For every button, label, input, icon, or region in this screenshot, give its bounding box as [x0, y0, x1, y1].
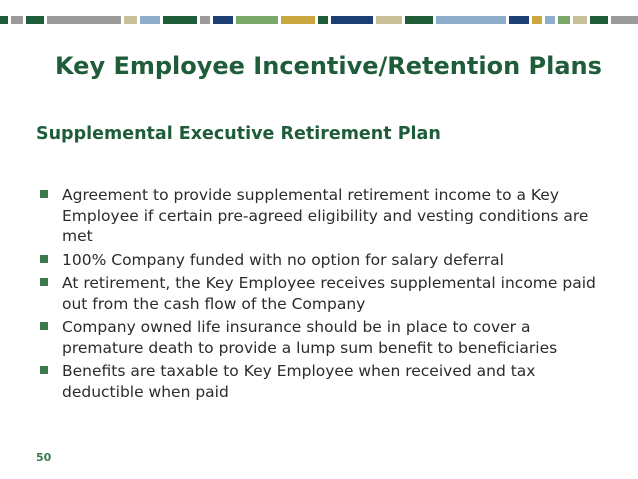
- color-bar-segment: [558, 16, 570, 24]
- page-number: 50: [36, 451, 52, 464]
- color-bar-segment: [376, 16, 402, 24]
- color-bar-segment: [236, 16, 278, 24]
- color-bar-segment: [213, 16, 233, 24]
- square-bullet-icon: [40, 278, 48, 286]
- bullet-text: Benefits are taxable to Key Employee when received and tax deductible when paid: [62, 362, 536, 401]
- slide-title: Key Employee Incentive/Retention Plans: [55, 52, 602, 80]
- square-bullet-icon: [40, 255, 48, 263]
- square-bullet-icon: [40, 190, 48, 198]
- color-bar-segment: [0, 16, 8, 24]
- bullet-item: [40, 250, 610, 271]
- color-bar-segment: [318, 16, 328, 24]
- color-bar-segment: [281, 16, 315, 24]
- bullet-item: [40, 273, 610, 314]
- bullet-item: [40, 317, 610, 358]
- color-bar-segment: [405, 16, 433, 24]
- color-bar-segment: [509, 16, 529, 24]
- color-bar-segment: [573, 16, 587, 24]
- bullet-item: [40, 361, 610, 402]
- color-bar-segment: [545, 16, 555, 24]
- color-bar-segment: [200, 16, 210, 24]
- bullet-text: At retirement, the Key Employee receives supplemental income paid out from the cash flow of the Company: [62, 274, 596, 313]
- color-bar-segment: [331, 16, 373, 24]
- square-bullet-icon: [40, 366, 48, 374]
- color-bar-segment: [611, 16, 638, 24]
- color-bar-segment: [590, 16, 608, 24]
- color-bar-segment: [163, 16, 197, 24]
- color-bar-segment: [436, 16, 506, 24]
- bullet-text: 100% Company funded with no option for salary deferral: [62, 250, 504, 269]
- color-bar-segment: [532, 16, 542, 24]
- color-bar-segment: [11, 16, 23, 24]
- square-bullet-icon: [40, 322, 48, 330]
- decorative-color-bar: [0, 16, 638, 24]
- bullet-text: Company owned life insurance should be in place to cover a premature death to provide a lump sum benefit to beneficiaries: [62, 318, 558, 357]
- bullet-text: Agreement to provide supplemental retirement income to a Key Employee if certain pre-agreed eligibility and vesting conditions are met: [62, 186, 589, 245]
- slide-subtitle: Supplemental Executive Retirement Plan: [36, 124, 441, 144]
- color-bar-segment: [140, 16, 160, 24]
- color-bar-segment: [26, 16, 44, 24]
- color-bar-segment: [47, 16, 121, 24]
- color-bar-segment: [124, 16, 137, 24]
- bullet-item: [40, 185, 610, 247]
- bullet-list: [40, 185, 610, 405]
